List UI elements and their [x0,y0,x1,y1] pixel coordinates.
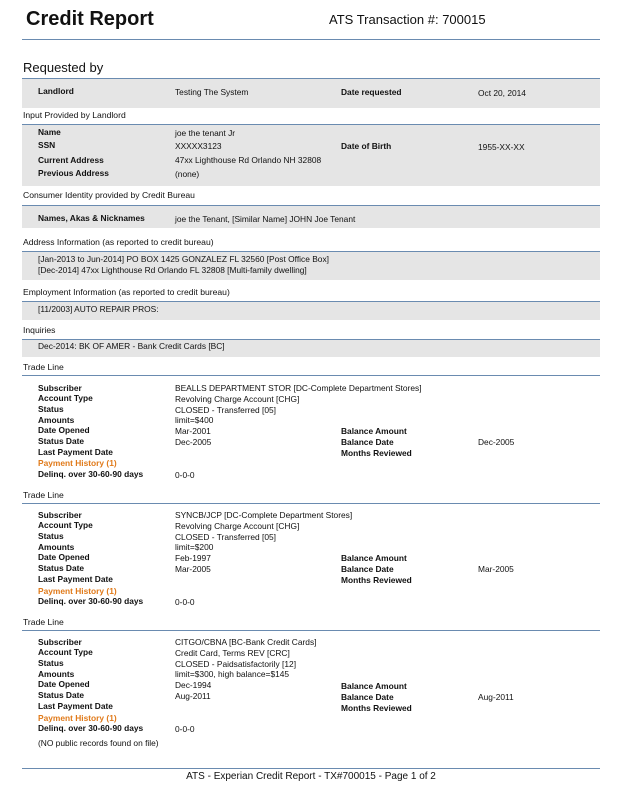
section-tradeline-1: Trade Line [23,362,64,372]
tl3-date-opened-label: Date Opened [38,679,90,689]
report-title: Credit Report [26,8,154,30]
tl2-account-type-label: Account Type [38,520,93,530]
tl3-status-date-value: Aug-2011 [175,691,211,701]
tl2-date-opened-label: Date Opened [38,552,90,562]
tl1-delinq-label: Delinq. over 30-60-90 days [38,469,144,479]
tl2-date-opened-value: Feb-1997 [175,553,211,563]
tradeline-3-rule [22,630,600,631]
tl2-last-payment-label: Last Payment Date [38,574,113,584]
header-rule [22,39,600,40]
inquiry-line: Dec-2014: BK OF AMER - Bank Credit Cards [BC] [38,341,225,351]
landlord-value: Testing The System [175,87,249,97]
tl3-status-date-label: Status Date [38,690,85,700]
tradeline-2-rule [22,503,600,504]
date-requested-value: Oct 20, 2014 [478,88,526,98]
current-address-value: 47xx Lighthouse Rd Orlando NH 32808 [175,155,322,165]
tl1-status-date-label: Status Date [38,436,85,446]
tl2-months-reviewed-label: Months Reviewed [341,575,412,585]
tl2-status-date-value: Mar-2005 [175,564,211,574]
public-records-note: (NO public records found on file) [38,738,159,748]
tl1-balance-amount-label: Balance Amount [341,426,407,436]
tl3-months-reviewed-label: Months Reviewed [341,703,412,713]
tl2-status-value: CLOSED - Transferred [05] [175,532,277,542]
landlord-label: Landlord [38,86,74,96]
tl3-balance-amount-label: Balance Amount [341,681,407,691]
tl1-subscriber-value: BEALLS DEPARTMENT STOR [DC-Complete Department Stores] [175,383,422,393]
tl3-payment-history-link[interactable]: Payment History (1) [38,713,117,723]
tl1-balance-date-label: Balance Date [341,437,394,447]
tl3-status-value: CLOSED - Paidsatisfactorily [12] [175,659,297,669]
tl2-balance-amount-label: Balance Amount [341,553,407,563]
previous-address-value: (none) [175,169,200,179]
tl2-subscriber-label: Subscriber [38,510,82,520]
tl1-date-opened-value: Mar-2001 [175,426,211,436]
tl1-amounts-label: Amounts [38,415,75,425]
address-line-1: [Jan-2013 to Jun-2014] PO BOX 1425 GONZALEZ FL 32560 [Post Office Box] [38,254,329,264]
tl2-amounts-label: Amounts [38,542,75,552]
dob-value: 1955-XX-XX [478,142,525,152]
tl3-balance-date-value: Aug-2011 [478,692,514,702]
tl3-amounts-label: Amounts [38,669,75,679]
tl3-delinq-value: 0-0-0 [175,724,195,734]
section-tradeline-3: Trade Line [23,617,64,627]
transaction-number: ATS Transaction #: 700015 [329,12,486,27]
ssn-label: SSN [38,140,56,150]
previous-address-label: Previous Address [38,168,109,178]
tl1-amounts-value: limit=$400 [175,415,214,425]
section-input: Input Provided by Landlord [23,110,126,120]
section-address-info: Address Information (as reported to credit bureau) [23,237,214,247]
tl3-balance-date-label: Balance Date [341,692,394,702]
tl2-delinq-label: Delinq. over 30-60-90 days [38,596,144,606]
tl2-delinq-value: 0-0-0 [175,597,195,607]
tl2-status-date-label: Status Date [38,563,85,573]
footer-rule [22,768,600,769]
tl1-payment-history-link[interactable]: Payment History (1) [38,458,117,468]
name-value: joe the tenant Jr [175,128,236,138]
tl1-months-reviewed-label: Months Reviewed [341,448,412,458]
name-label: Name [38,127,61,137]
tl1-delinq-value: 0-0-0 [175,470,195,480]
tl2-status-label: Status [38,531,64,541]
date-requested-label: Date requested [341,87,402,97]
tl2-balance-date-label: Balance Date [341,564,394,574]
tl3-amounts-value: limit=$300, high balance=$145 [175,669,290,679]
tl1-status-label: Status [38,404,64,414]
tl2-subscriber-value: SYNCB/JCP [DC-Complete Department Stores] [175,510,353,520]
ssn-value: XXXXX3123 [175,141,222,151]
tl1-account-type-value: Revolving Charge Account [CHG] [175,394,300,404]
section-employment: Employment Information (as reported to credit bureau) [23,287,230,297]
section-tradeline-2: Trade Line [23,490,64,500]
tl1-date-opened-label: Date Opened [38,425,90,435]
tl1-balance-date-value: Dec-2005 [478,437,515,447]
dob-label: Date of Birth [341,141,392,151]
tl1-status-date-value: Dec-2005 [175,437,212,447]
tl1-account-type-label: Account Type [38,393,93,403]
address-line-2: [Dec-2014] 47xx Lighthouse Rd Orlando FL 32808 [Multi-family dwelling] [38,265,307,275]
tl3-last-payment-label: Last Payment Date [38,701,113,711]
tl3-subscriber-value: CITGO/CBNA [BC-Bank Credit Cards] [175,637,317,647]
current-address-label: Current Address [38,155,104,165]
tl2-payment-history-link[interactable]: Payment History (1) [38,586,117,596]
tradeline-1-rule [22,375,600,376]
tl3-status-label: Status [38,658,64,668]
section-identity: Consumer Identity provided by Credit Bureau [23,190,195,200]
tl3-subscriber-label: Subscriber [38,637,82,647]
section-inquiries: Inquiries [23,325,56,335]
section-requested-by: Requested by [23,60,104,75]
names-label: Names, Akas & Nicknames [38,213,145,223]
tl3-account-type-label: Account Type [38,647,93,657]
tl3-delinq-label: Delinq. over 30-60-90 days [38,723,144,733]
page-footer: ATS - Experian Credit Report - TX#700015 - Page 1 of 2 [186,771,436,782]
names-value: joe the Tenant, [Similar Name] JOHN Joe Tenant [175,214,356,224]
tl1-status-value: CLOSED - Transferred [05] [175,405,277,415]
tl2-amounts-value: limit=$200 [175,542,214,552]
tl2-balance-date-value: Mar-2005 [478,564,514,574]
tl3-date-opened-value: Dec-1994 [175,680,212,690]
tl1-subscriber-label: Subscriber [38,383,82,393]
employment-line: [11/2003] AUTO REPAIR PROS: [38,304,159,314]
tl2-account-type-value: Revolving Charge Account [CHG] [175,521,300,531]
tl3-account-type-value: Credit Card, Terms REV [CRC] [175,648,290,658]
tl1-last-payment-label: Last Payment Date [38,447,113,457]
